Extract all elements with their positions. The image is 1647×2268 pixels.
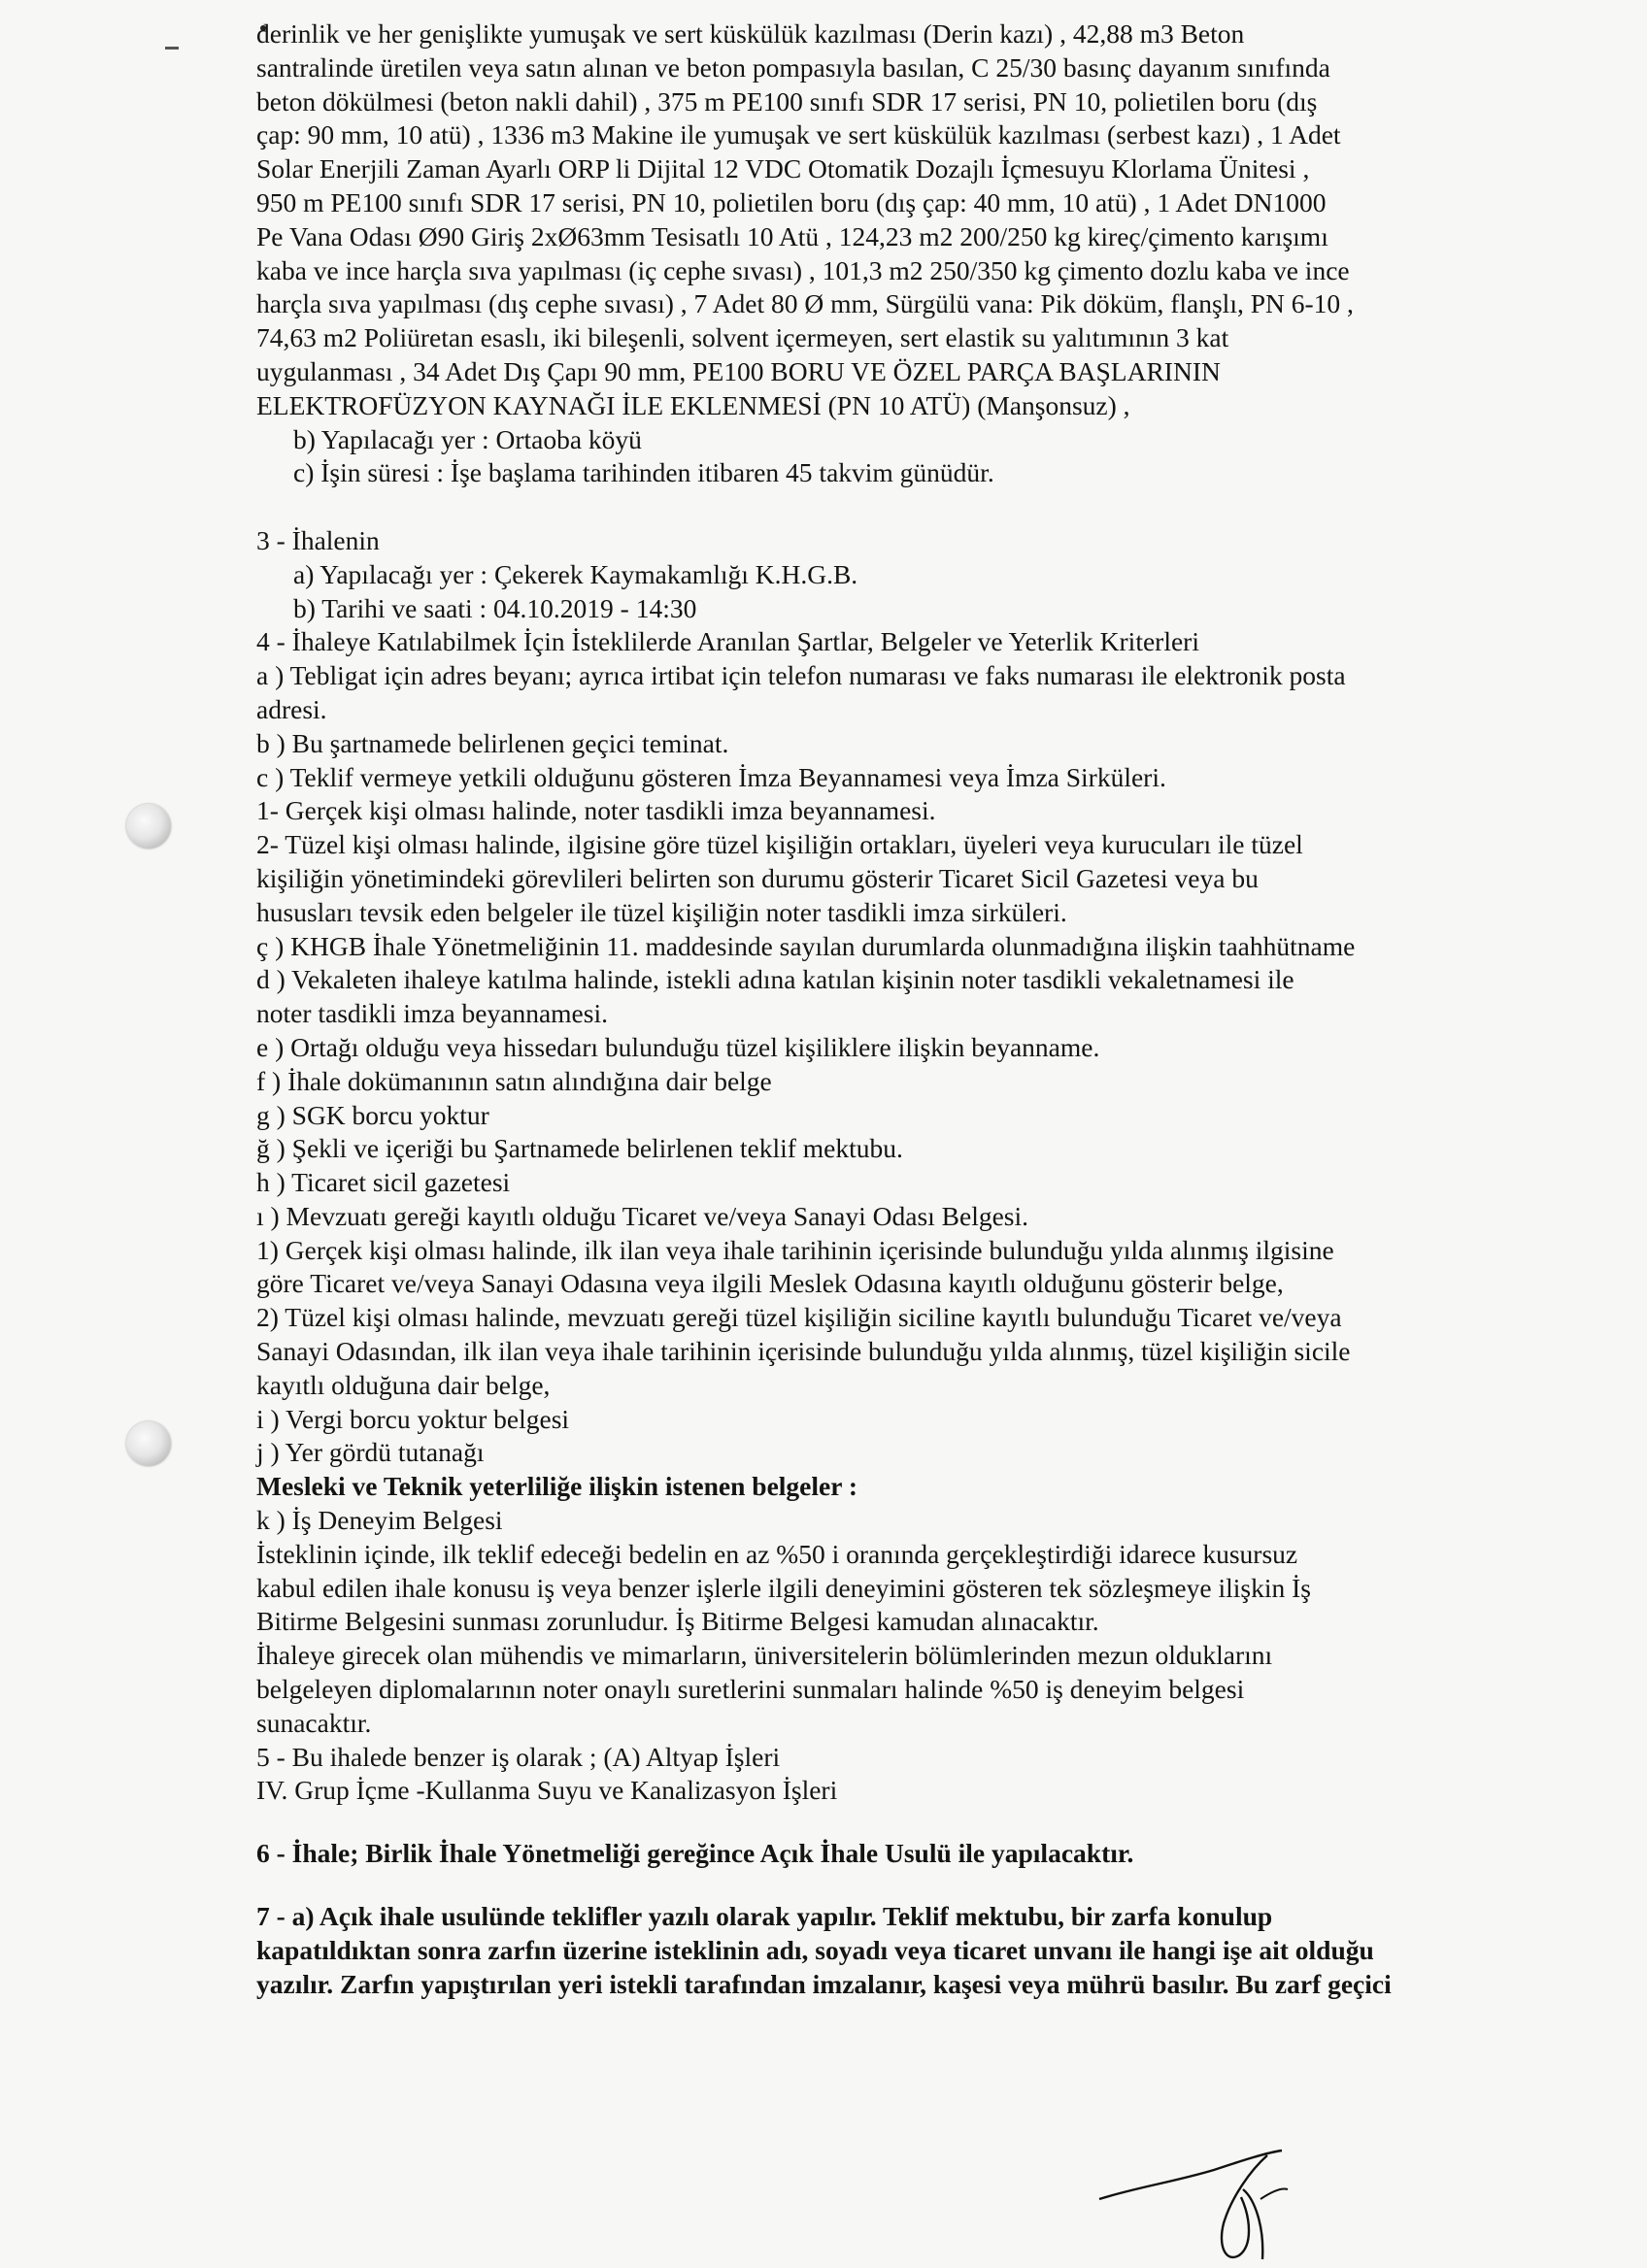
text-line: göre Ticaret ve/veya Sanayi Odasına veya ilgili Meslek Odasına kayıtlı olduğunu gösterir belge, [256, 1268, 1284, 1299]
section-heading: Mesleki ve Teknik yeterliliğe ilişkin istenen belgeler : [256, 1471, 857, 1502]
text-line: 7 - a) Açık ihale usulünde teklifler yazılı olarak yapılır. Teklif mektubu, bir zarfa konulup [256, 1901, 1273, 1932]
text-line: Solar Enerjili Zaman Ayarlı ORP li Dijital 12 VDC Otomatik Dozajlı İçmesuyu Klorlama Ünitesi , [256, 153, 1310, 184]
text-line: c ) Teklif vermeye yetkili olduğunu gösteren İmza Beyannamesi veya İmza Sirküleri. [256, 761, 1166, 792]
text-line: ELEKTROFÜZYON KAYNAĞI İLE EKLENMESİ (PN 10 ATÜ) (Manşonsuz) , [256, 389, 1130, 420]
tender-date-time: b) Tarihi ve saati : 04.10.2019 - 14:30 [293, 592, 697, 623]
spacer [256, 1871, 1519, 1900]
text-line: g ) SGK borcu yoktur [256, 1099, 489, 1130]
text-line: 5 - Bu ihalede benzer iş olarak ; (A) Altyap İşleri [256, 1741, 781, 1772]
text-line: Sanayi Odasından, ilk ilan veya ihale tarihinin içerisinde bulunduğu yılda alınmış, tüzel kişiliğin sicile [256, 1336, 1351, 1367]
text-line: i ) Vergi borcu yoktur belgesi [256, 1403, 570, 1434]
text-line: İsteklinin içinde, ilk teklif edeceği bedelin en az %50 i oranında gerçekleştirdiği idarece kusursuz [256, 1538, 1298, 1569]
text-line: İhaleye girecek olan mühendis ve mimarların, üniversitelerin bölümlerinden mezun olduklarını [256, 1640, 1273, 1671]
text-line: h ) Ticaret sicil gazetesi [256, 1167, 511, 1198]
text-line: k ) İş Deneyim Belgesi [256, 1505, 503, 1536]
text-line: j ) Yer gördü tutanağı [256, 1437, 485, 1468]
text-line: 2- Tüzel kişi olması halinde, ilgisine göre tüzel kişiliğin ortakları, üyeleri veya kurucuları ile tüzel [256, 829, 1303, 860]
punch-hole-top [126, 804, 171, 849]
text-line: noter tasdikli imza beyannamesi. [256, 998, 608, 1029]
text-line: ı ) Mevzuatı gereği kayıtlı olduğu Ticaret ve/veya Sanayi Odası Belgesi. [256, 1200, 1029, 1231]
text-line: kaba ve ince harçla sıva yapılması (iç cephe sıvası) , 101,3 m2 250/350 kg çimento dozlu kaba ve ince [256, 254, 1350, 285]
text-line: f ) İhale dokümanının satın alındığına dair belge [256, 1065, 772, 1096]
work-location: b) Yapılacağı yer : Ortaoba köyü [293, 423, 642, 454]
text-line: kabul edilen ihale konusu iş veya benzer işlerle ilgili deneyimini gösteren tek sözleşmeye ilişkin İş [256, 1572, 1311, 1603]
text-line: harçla sıva yapılması (dış cephe sıvası) , 7 Adet 80 Ø mm, Sürgülü vana: Pik döküm, flanşlı, PN 6-10 , [256, 288, 1354, 319]
punch-hole-bottom [126, 1421, 171, 1466]
text-line: sunacaktır. [256, 1707, 372, 1738]
text-line: a ) Tebligat için adres beyanı; ayrıca irtibat için telefon numarası ve faks numarası ile elektronik posta [256, 660, 1346, 691]
text-line: 2) Tüzel kişi olması halinde, mevzuatı gereği tüzel kişiliğin siciline kayıtlı bulunduğu Ticaret ve/veya [256, 1302, 1342, 1333]
text-line: 74,63 m2 Poliüretan esaslı, iki bileşenli, solvent içermeyen, sert elastik su yalıtımının 3 kat [256, 322, 1229, 353]
text-line: ğ ) Şekli ve içeriği bu Şartnamede belirlenen teklif mektubu. [256, 1133, 903, 1164]
text-line: derinlik ve her genişlikte yumuşak ve sert küskülük kazılması (Derin kazı) , 42,88 m3 Beton [256, 18, 1245, 49]
document-body [256, 17, 1519, 2001]
handwritten-signature [1097, 2131, 1311, 2267]
text-line: kayıtlı olduğuna dair belge, [256, 1369, 551, 1400]
text-line: yazılır. Zarfın yapıştırılan yeri istekli tarafından imzalanır, kaşesi veya mührü basılır. Bu zarf geçici [256, 1968, 1392, 1999]
text-line: beton dökülmesi (beton nakli dahil) , 375 m PE100 sınıfı SDR 17 serisi, PN 10, polietilen boru (dış [256, 85, 1318, 117]
tender-location: a) Yapılacağı yer : Çekerek Kaymakamlığı K.H.G.B. [293, 558, 858, 589]
section-heading: 4 - İhaleye Katılabilmek İçin İsteklilerde Aranılan Şartlar, Belgeler ve Yeterlik Kriterleri [256, 626, 1199, 657]
section-heading: 3 - İhalenin [256, 524, 380, 555]
text-line: ç ) KHGB İhale Yönetmeliğinin 11. maddesinde sayılan durumlarda olunmadığına ilişkin taahhütname [256, 930, 1356, 961]
text-line: belgeleyen diplomalarının noter onaylı suretlerini sunmaları halinde %50 iş deneyim belgesi [256, 1674, 1245, 1705]
text-line: çap: 90 mm, 10 atü) , 1336 m3 Makine ile yumuşak ve sert küskülük kazılması (serbest kazı) , 1 Adet [256, 119, 1341, 150]
text-line: IV. Grup İçme -Kullanma Suyu ve Kanalizasyon İşleri [256, 1775, 838, 1806]
text-line: Bitirme Belgesini sunması zorunludur. İş Bitirme Belgesi kamudan alınacaktır. [256, 1606, 1099, 1637]
work-duration: c) İşin süresi : İşe başlama tarihinden itibaren 45 takvim günüdür. [293, 457, 994, 488]
text-line: 1) Gerçek kişi olması halinde, ilk ilan veya ihale tarihinin içerisinde bulunduğu yılda alınmış ilgisine [256, 1234, 1334, 1265]
spacer [256, 1808, 1519, 1837]
text-line: santralinde üretilen veya satın alınan ve beton pompasıyla basılan, C 25/30 basınç dayanım sınıfında [256, 51, 1330, 83]
text-line: uygulanması , 34 Adet Dış Çapı 90 mm, PE100 BORU VE ÖZEL PARÇA BAŞLARININ [256, 355, 1221, 386]
section-heading: 6 - İhale; Birlik İhale Yönetmeliği gereğince Açık İhale Usulü ile yapılacaktır. [256, 1838, 1134, 1869]
text-line: e ) Ortağı olduğu veya hissedarı bulunduğu tüzel kişiliklere ilişkin beyanname. [256, 1031, 1100, 1062]
text-line: 950 m PE100 sınıfı SDR 17 serisi, PN 10, polietilen boru (dış çap: 40 mm, 10 atü) , 1 Adet DN1000 [256, 186, 1327, 217]
text-line: Pe Vana Odası Ø90 Giriş 2xØ63mm Tesisatlı 10 Atü , 124,23 m2 200/250 kg kireç/çimento karışımı [256, 220, 1328, 251]
text-line: kişiliğin yönetimindeki görevlileri belirten son durumu gösterir Ticaret Sicil Gazetesi veya bu [256, 862, 1259, 893]
text-line: b ) Bu şartnamede belirlenen geçici teminat. [256, 727, 729, 758]
text-line: d ) Vekaleten ihaleye katılma halinde, istekli adına katılan kişinin noter tasdikli vekaletnamesi ile [256, 964, 1294, 995]
text-line: 1- Gerçek kişi olması halinde, noter tasdikli imza beyannamesi. [256, 795, 936, 826]
text-line: kapatıldıktan sonra zarfın üzerine isteklinin adı, soyadı veya ticaret unvanı ile hangi işe ait olduğu [256, 1934, 1374, 1965]
text-line: adresi. [256, 693, 327, 724]
scan-mark [165, 47, 179, 50]
text-line: hususları tevsik eden belgeler ile tüzel kişiliğin noter tasdikli imza sirküleri. [256, 896, 1067, 927]
spacer [256, 490, 1519, 524]
